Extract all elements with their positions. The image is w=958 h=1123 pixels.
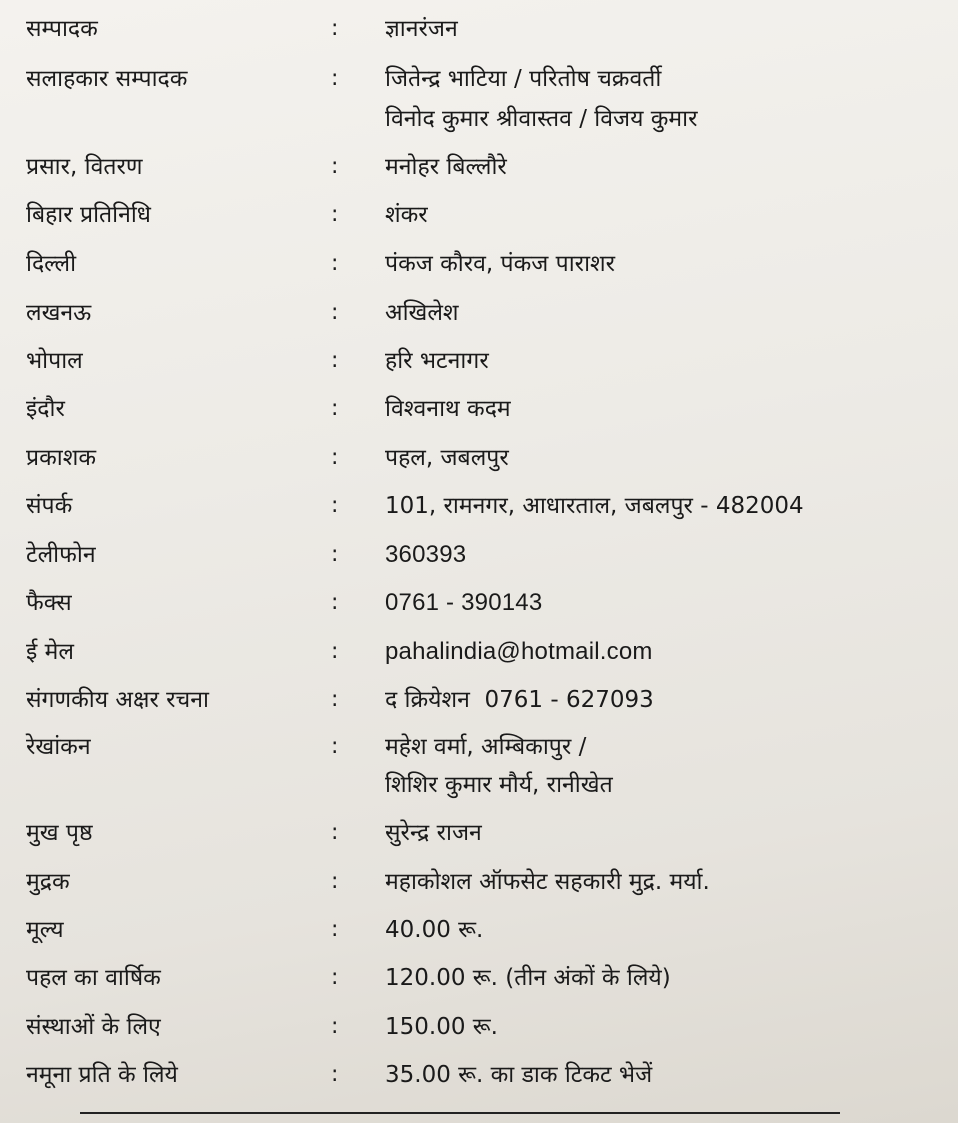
row-value: शंकर [385, 202, 428, 228]
row-value: 360393 [385, 541, 467, 568]
row-value: पहल, जबलपुर [385, 445, 509, 471]
row-value: pahalindia@hotmail.com [385, 638, 653, 665]
row-value-line-2: विनोद कुमार श्रीवास्तव / विजय कुमार [385, 106, 698, 132]
row-label: संगणकीय अक्षर रचना [26, 687, 209, 713]
row-label: लखनऊ [26, 300, 92, 326]
row-label: पहल का वार्षिक [26, 965, 161, 991]
row-separator: : [331, 590, 339, 615]
row-separator: : [331, 300, 339, 325]
row-separator: : [331, 869, 339, 894]
row-label: प्रकाशक [26, 445, 97, 471]
row-separator: : [331, 16, 339, 41]
row-separator: : [331, 917, 339, 942]
row-value [385, 56, 698, 142]
row-value: 0761 - 390143 [385, 589, 543, 616]
row-label: इंदौर [26, 396, 65, 422]
row-label: टेलीफोन [26, 542, 96, 568]
row-label: मूल्य [26, 917, 64, 943]
row-label: ई मेल [26, 639, 74, 665]
row-separator: : [331, 66, 339, 91]
row-value [385, 724, 613, 808]
row-separator: : [331, 493, 339, 518]
row-value: अखिलेश [385, 300, 459, 326]
row-label: बिहार प्रतिनिधि [26, 202, 151, 228]
row-label: प्रसार, वितरण [26, 154, 143, 180]
row-value: 120.00 रू. (तीन अंकों के लिये) [385, 965, 671, 991]
row-value: 35.00 रू. का डाक टिकट भेजें [385, 1062, 653, 1088]
row-separator: : [331, 542, 339, 567]
row-value: सुरेन्द्र राजन [385, 820, 482, 846]
row-label: भोपाल [26, 348, 83, 374]
row-separator: : [331, 639, 339, 664]
row-value: मनोहर बिल्लौरे [385, 154, 507, 180]
row-value-line-1: जितेन्द्र भाटिया / परितोष चक्रवर्ती [385, 66, 662, 92]
row-label: मुद्रक [26, 869, 70, 895]
row-label: सम्पादक [26, 16, 98, 42]
row-label: नमूना प्रति के लिये [26, 1062, 178, 1088]
row-label: दिल्ली [26, 251, 77, 277]
bottom-divider [80, 1112, 840, 1114]
row-separator: : [331, 445, 339, 470]
row-label: संपर्क [26, 493, 73, 519]
row-separator: : [331, 251, 339, 276]
row-value-line-1: महेश वर्मा, अम्बिकापुर / [385, 734, 587, 760]
row-value: 150.00 रू. [385, 1014, 498, 1040]
row-value: 40.00 रू. [385, 917, 484, 943]
row-label: मुख पृष्ठ [26, 820, 93, 846]
row-label: संस्थाओं के लिए [26, 1014, 161, 1040]
row-value: महाकोशल ऑफसेट सहकारी मुद्र. मर्या. [385, 869, 710, 895]
row-separator: : [331, 1062, 339, 1087]
row-separator: : [331, 154, 339, 179]
row-separator: : [331, 820, 339, 845]
row-label: सलाहकार सम्पादक [26, 66, 188, 92]
row-value: 101, रामनगर, आधारताल, जबलपुर - 482004 [385, 493, 804, 519]
row-separator: : [331, 687, 339, 712]
row-separator: : [331, 1014, 339, 1039]
row-separator: : [331, 734, 339, 759]
row-value-line-2: शिशिर कुमार मौर्य, रानीखेत [385, 772, 613, 798]
row-label: फैक्स [26, 590, 72, 616]
row-separator: : [331, 202, 339, 227]
row-separator: : [331, 396, 339, 421]
row-separator: : [331, 965, 339, 990]
row-value: ज्ञानरंजन [385, 16, 458, 42]
row-value: द क्रियेशन 0761 - 627093 [385, 687, 654, 713]
row-label: रेखांकन [26, 734, 91, 760]
row-value: विश्वनाथ कदम [385, 396, 511, 422]
row-value: पंकज कौरव, पंकज पाराशर [385, 251, 616, 277]
row-separator: : [331, 348, 339, 373]
row-value: हरि भटनागर [385, 348, 489, 374]
